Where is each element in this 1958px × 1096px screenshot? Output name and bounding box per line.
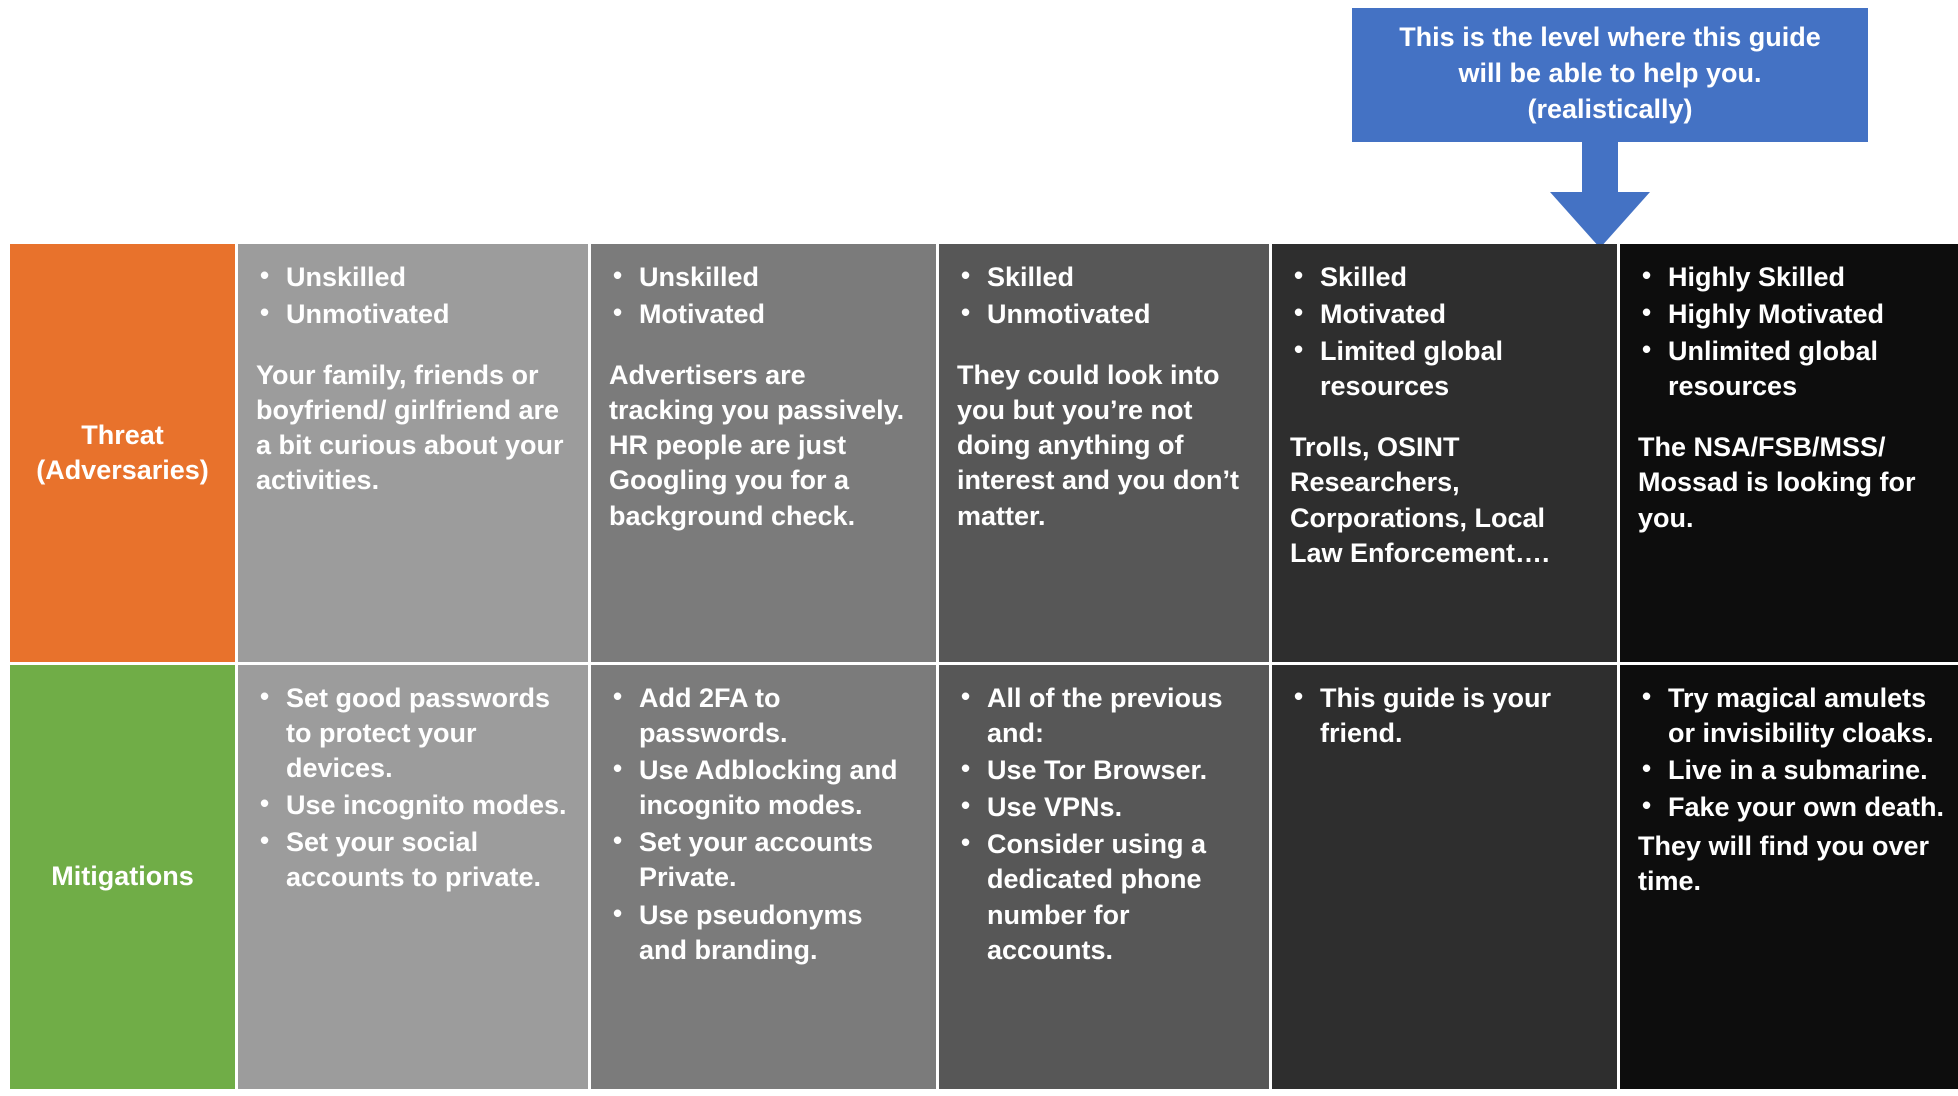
list-item: • Motivated xyxy=(1320,297,1599,332)
list-item: • Limited global resources xyxy=(1320,334,1599,404)
row-label-threat-line1: Threat xyxy=(81,419,164,450)
threat-cell-level-1 xyxy=(238,244,588,662)
callout-line-1: This is the level where this guide xyxy=(1399,22,1821,52)
mitigation-cell-level-1 xyxy=(238,665,588,1089)
threat-bullets-level-1 xyxy=(256,260,570,332)
threat-cell-level-4 xyxy=(1272,244,1617,662)
list-item: • Consider using a dedicated phone number for accounts. xyxy=(987,827,1251,967)
threat-text-level-2: Advertisers are tracking you passively. HR people are just Googling you for a background check. xyxy=(609,360,905,531)
callout-line-3: (realistically) xyxy=(1527,93,1693,124)
list-item: • All of the previous and: xyxy=(987,681,1251,751)
mitigation-bullets-level-2 xyxy=(609,681,918,968)
threat-bullets-level-2 xyxy=(609,260,918,332)
list-item: • Set your social accounts to private. xyxy=(286,825,570,895)
down-arrow-icon xyxy=(1540,140,1660,250)
list-item: • Add 2FA to passwords. xyxy=(639,681,918,751)
list-item: • Use Tor Browser. xyxy=(987,753,1251,788)
threat-text-level-4: Trolls, OSINT Researchers, Corporations, Local Law Enforcement…. xyxy=(1290,432,1550,568)
list-item: • Highly Skilled xyxy=(1668,260,1945,295)
list-item: • Try magical amulets or invisibility cloaks. xyxy=(1668,681,1945,751)
list-item: • Use incognito modes. xyxy=(286,788,570,823)
threat-cell-level-2 xyxy=(591,244,936,662)
mitigation-bullets-level-1 xyxy=(256,681,570,896)
list-item: • Unskilled xyxy=(639,260,918,295)
threat-text-level-3: They could look into you but you’re not doing anything of interest and you don’t matter. xyxy=(957,360,1240,531)
callout-box xyxy=(1352,8,1868,142)
threat-bullets-level-4 xyxy=(1290,260,1599,404)
threat-bullets-level-3 xyxy=(957,260,1251,332)
list-item: • Unmotivated xyxy=(987,297,1251,332)
list-item: • Use VPNs. xyxy=(987,790,1251,825)
row-label-threat-line2: (Adversaries) xyxy=(36,455,209,485)
list-item: • Set good passwords to protect your devices. xyxy=(286,681,570,786)
mitigation-bullets-level-4 xyxy=(1290,681,1599,751)
list-item: • Set your accounts Private. xyxy=(639,825,918,895)
mitigation-cell-level-3 xyxy=(939,665,1269,1089)
list-item: • Live in a submarine. xyxy=(1668,753,1945,788)
row-label-threat xyxy=(10,244,235,662)
mitigation-text-level-5: They will find you over time. xyxy=(1638,831,1930,897)
list-item: • Unmotivated xyxy=(286,297,570,332)
mitigation-bullets-level-5 xyxy=(1638,681,1945,825)
list-item: • This guide is your friend. xyxy=(1320,681,1599,751)
list-item: • Unskilled xyxy=(286,260,570,295)
mitigation-cell-level-5 xyxy=(1620,665,1958,1089)
threat-cell-level-5 xyxy=(1620,244,1958,662)
row-label-mitigations xyxy=(10,665,235,1089)
list-item: • Fake your own death. xyxy=(1668,790,1945,825)
threat-bullets-level-5 xyxy=(1638,260,1945,404)
threat-cell-level-3 xyxy=(939,244,1269,662)
list-item: • Use pseudonyms and branding. xyxy=(639,898,918,968)
mitigation-cell-level-2 xyxy=(591,665,936,1089)
threat-model-table xyxy=(10,244,1948,1086)
mitigation-bullets-level-3 xyxy=(957,681,1251,968)
threat-text-level-5: The NSA/FSB/MSS/ Mossad is looking for you. xyxy=(1638,432,1916,533)
row-label-mitigations-line1: Mitigations xyxy=(51,861,194,892)
threat-text-level-1: Your family, friends or boyfriend/ girlfriend are a bit curious about your activities. xyxy=(256,360,564,496)
list-item: • Skilled xyxy=(1320,260,1599,295)
mitigation-cell-level-4 xyxy=(1272,665,1617,1089)
list-item: • Use Adblocking and incognito modes. xyxy=(639,753,918,823)
list-item: • Highly Motivated xyxy=(1668,297,1945,332)
list-item: • Skilled xyxy=(987,260,1251,295)
list-item: • Motivated xyxy=(639,297,918,332)
list-item: • Unlimited global resources xyxy=(1668,334,1945,404)
callout-line-2: will be able to help you. xyxy=(1458,57,1762,88)
